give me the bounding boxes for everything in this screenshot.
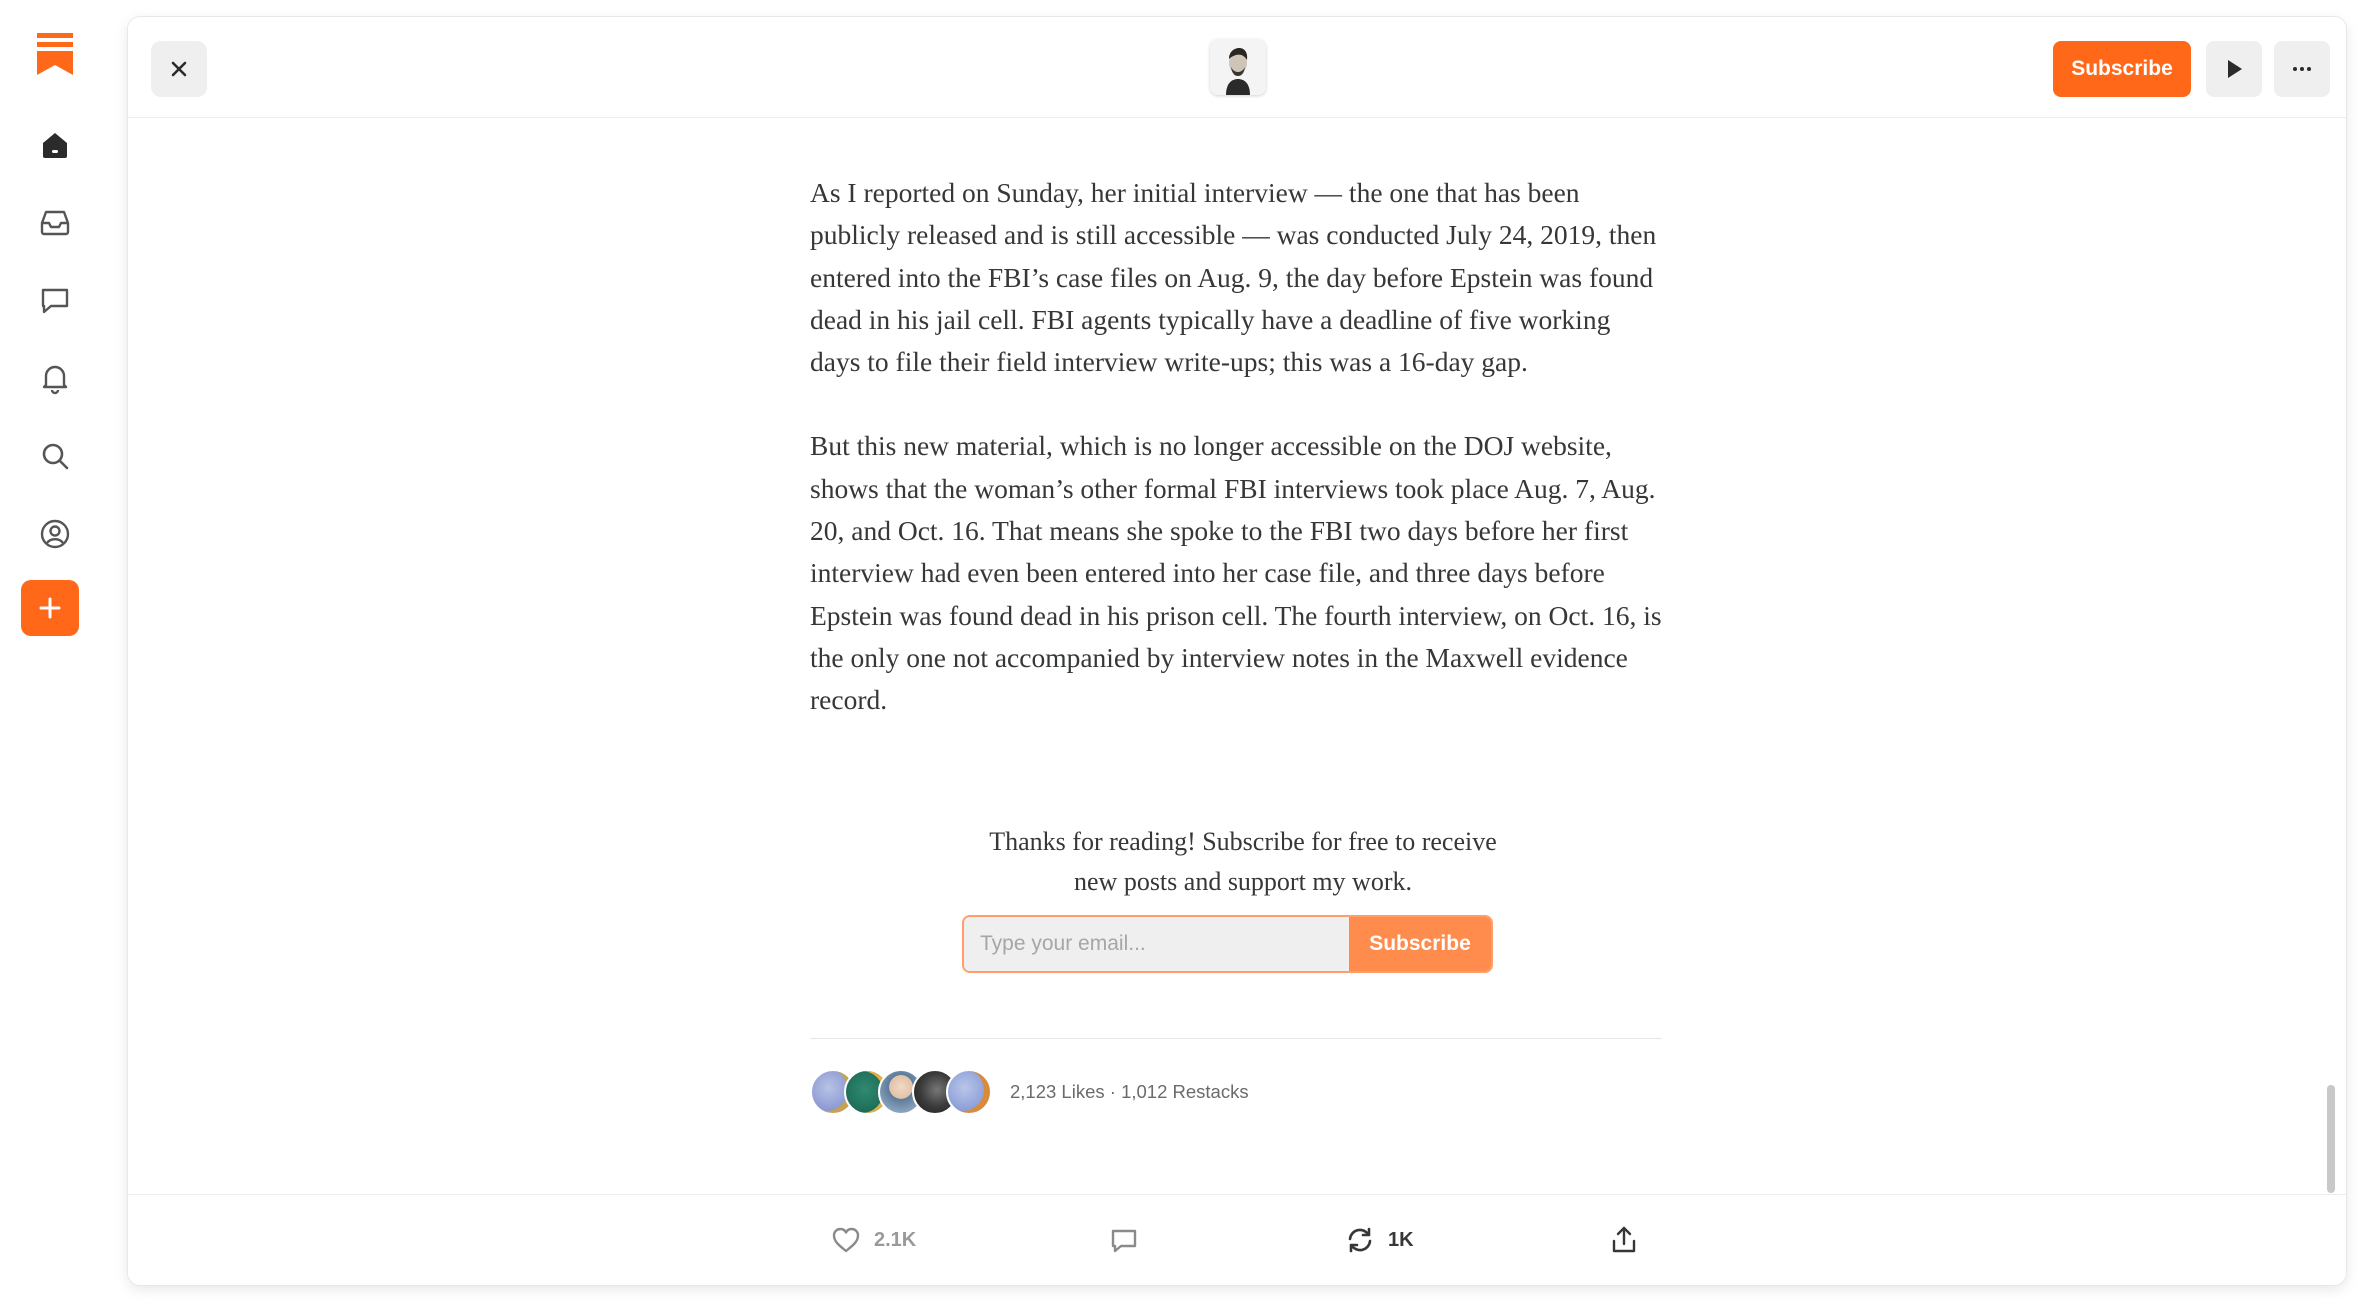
close-icon (167, 57, 191, 81)
play-icon (2222, 57, 2246, 81)
post-reader-modal (128, 17, 2346, 1285)
likes-restacks-summary[interactable]: 2,123 Likes · 1,012 Restacks (1010, 1081, 1249, 1102)
rail-inbox-button[interactable] (30, 197, 80, 247)
rail-activity-button[interactable] (30, 353, 80, 403)
share-icon (1608, 1224, 1640, 1256)
divider (810, 1038, 1662, 1039)
rail-create-button[interactable] (21, 580, 79, 636)
like-button[interactable] (830, 1219, 916, 1261)
subscribe-form (962, 915, 1493, 973)
post-header-bar (128, 17, 2346, 118)
rail-search-button[interactable] (30, 431, 80, 481)
like-count: 2.1K (874, 1228, 917, 1251)
header-subscribe-button[interactable]: Subscribe (2053, 41, 2191, 97)
rail-home-button[interactable] (30, 120, 80, 170)
rail-profile-button[interactable] (30, 509, 80, 559)
subscribe-prompt-line: new posts and support my work. (1074, 867, 1412, 896)
body-paragraph: As I reported on Sunday, her initial interview — the one that has been publicly released and is still accessible — was conducted July 24, 2019, then entered into the FBI’s case files on Aug. 9, the day before Epstein was found dead in his jail cell. FBI agents typically have a deadline of five working days to file their field interview write-ups; this was a 16-day gap. (810, 177, 1657, 378)
body-paragraph: But this new material, which is no longer accessible on the DOJ website, shows that the woman’s other formal FBI interviews took place Aug. 7, Aug. 20, and Oct. 16. That means she spoke to the FBI two days before her first interview had even been entered into her case file, and three days before Epstein was found dead in his prison cell. The fourth interview, on Oct. 16, is the only one not accompanied by interview notes in the Maxwell evidence record. (810, 430, 1662, 716)
email-input[interactable] (964, 917, 1349, 971)
close-button[interactable] (151, 41, 207, 97)
search-icon (37, 438, 73, 474)
comment-icon (1108, 1224, 1140, 1256)
home-icon (37, 127, 73, 163)
heart-icon (830, 1224, 862, 1256)
author-avatar[interactable] (1210, 39, 1266, 95)
chat-icon (37, 282, 73, 318)
post-action-bar (128, 1194, 2346, 1285)
substack-logo-icon[interactable] (37, 33, 73, 75)
avatar (946, 1069, 992, 1115)
scrollbar-thumb[interactable] (2327, 1085, 2335, 1193)
plus-icon (35, 593, 65, 623)
bell-icon (37, 360, 73, 396)
restack-count: 1K (1388, 1228, 1414, 1251)
play-audio-button[interactable] (2206, 41, 2262, 97)
comment-button[interactable] (1108, 1219, 1140, 1261)
profile-icon (37, 516, 73, 552)
restack-icon (1344, 1224, 1376, 1256)
left-rail (0, 0, 110, 1300)
rail-chat-button[interactable] (30, 275, 80, 325)
likers-facepile[interactable] (810, 1069, 1000, 1115)
share-button[interactable] (1608, 1219, 1640, 1261)
subscribe-button[interactable]: Subscribe (1349, 917, 1491, 971)
restack-button[interactable] (1344, 1219, 1414, 1261)
inbox-icon (37, 204, 73, 240)
subscribe-prompt-line: Thanks for reading! Subscribe for free to receive (989, 827, 1497, 856)
more-icon (2290, 57, 2314, 81)
more-options-button[interactable] (2274, 41, 2330, 97)
post-body (810, 172, 1662, 764)
subscribe-prompt (948, 822, 1538, 902)
